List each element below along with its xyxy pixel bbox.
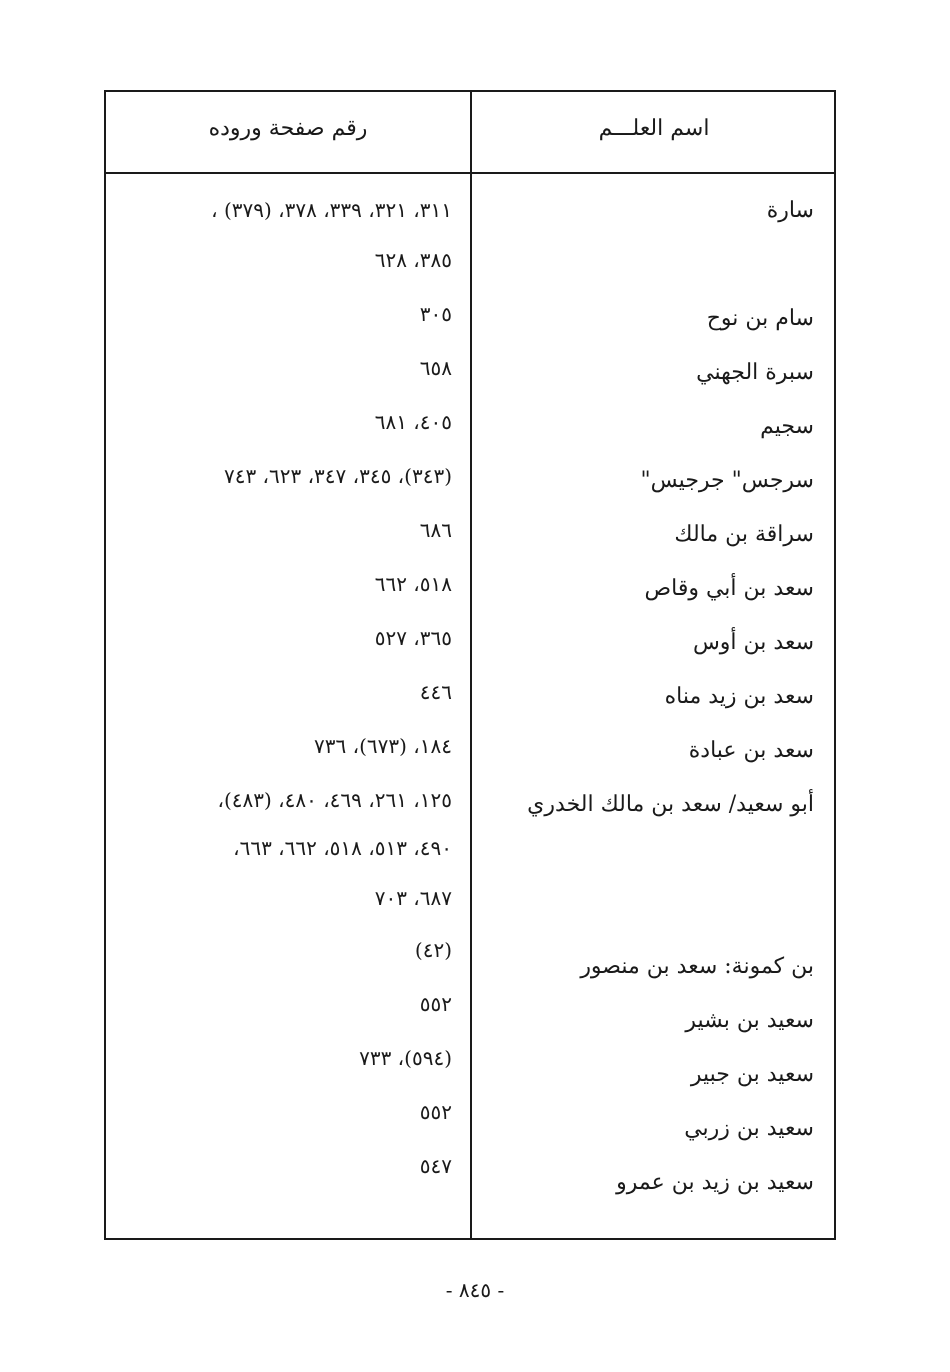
header-pages: رقم صفحة وروده bbox=[208, 116, 368, 141]
pages-entry: ١٨٤، (٦٧٣)، ٧٣٦ bbox=[314, 734, 452, 758]
name-entry: سعيد بن زيد بن عمرو bbox=[616, 1170, 814, 1195]
name-entry: سعد بن عبادة bbox=[688, 738, 814, 763]
name-entry: أبو سعيد/ سعد بن مالك الخدري bbox=[527, 792, 814, 817]
name-entry: سعيد بن جبير bbox=[690, 1062, 814, 1087]
column-divider bbox=[470, 92, 472, 1238]
pages-entry: ٦٨٦ bbox=[419, 518, 452, 542]
pages-entry: ٥٤٧ bbox=[419, 1154, 452, 1178]
pages-entry: ٤٤٦ bbox=[419, 680, 452, 704]
name-entry: سعد بن زيد مناه bbox=[664, 684, 814, 709]
pages-entry: ٦٥٨ bbox=[419, 356, 452, 380]
pages-entry: ٥٥٢ bbox=[419, 1100, 452, 1124]
pages-entry: ٥١٨، ٦٦٢ bbox=[374, 572, 452, 596]
name-entry: سعد بن أوس bbox=[692, 630, 814, 655]
name-entry: سارة bbox=[766, 198, 814, 223]
pages-entry: ١٢٥، ٢٦١، ٤٦٩، ٤٨٠، (٤٨٣)، bbox=[217, 788, 452, 812]
name-entry: سام بن نوح bbox=[706, 306, 814, 331]
name-entry: سراقة بن مالك bbox=[674, 522, 814, 547]
name-entry: سبرة الجهني bbox=[696, 360, 814, 385]
pages-entry: ٤٠٥، ٦٨١ bbox=[374, 410, 452, 434]
name-entry: سرجس" جرجيس" bbox=[640, 468, 814, 493]
pages-entry: ٣١١، ٣٢١، ٣٣٩، ٣٧٨، (٣٧٩) ، bbox=[211, 198, 452, 222]
header-name: اسم العلـــم bbox=[598, 116, 710, 141]
index-table bbox=[104, 90, 836, 1240]
name-entry: سعيد بن زربي bbox=[684, 1116, 814, 1141]
pages-entry: ٤٩٠، ٥١٣، ٥١٨، ٦٦٢، ٦٦٣، bbox=[233, 836, 452, 860]
pages-entry: ٣٠٥ bbox=[419, 302, 452, 326]
pages-entry: ٣٦٥، ٥٢٧ bbox=[374, 626, 452, 650]
name-entry: سعيد بن بشير bbox=[685, 1008, 814, 1033]
name-entry: سجيم bbox=[760, 414, 814, 439]
pages-entry: ٣٨٥، ٦٢٨ bbox=[374, 248, 452, 272]
name-entry: سعد بن أبي وقاص bbox=[644, 576, 814, 601]
pages-entry: (٣٤٣)، ٣٤٥، ٣٤٧، ٦٢٣، ٧٤٣ bbox=[223, 464, 452, 488]
pages-entry: ٥٥٢ bbox=[419, 992, 452, 1016]
name-entry: بن كمونة: سعد بن منصور bbox=[580, 954, 814, 979]
header-divider bbox=[106, 172, 834, 174]
pages-entry: ٦٨٧، ٧٠٣ bbox=[374, 886, 452, 910]
page-number: - ٨٤٥ - bbox=[445, 1278, 505, 1302]
pages-entry: (٥٩٤)، ٧٣٣ bbox=[359, 1046, 452, 1070]
pages-entry: (٤٢) bbox=[414, 938, 452, 962]
